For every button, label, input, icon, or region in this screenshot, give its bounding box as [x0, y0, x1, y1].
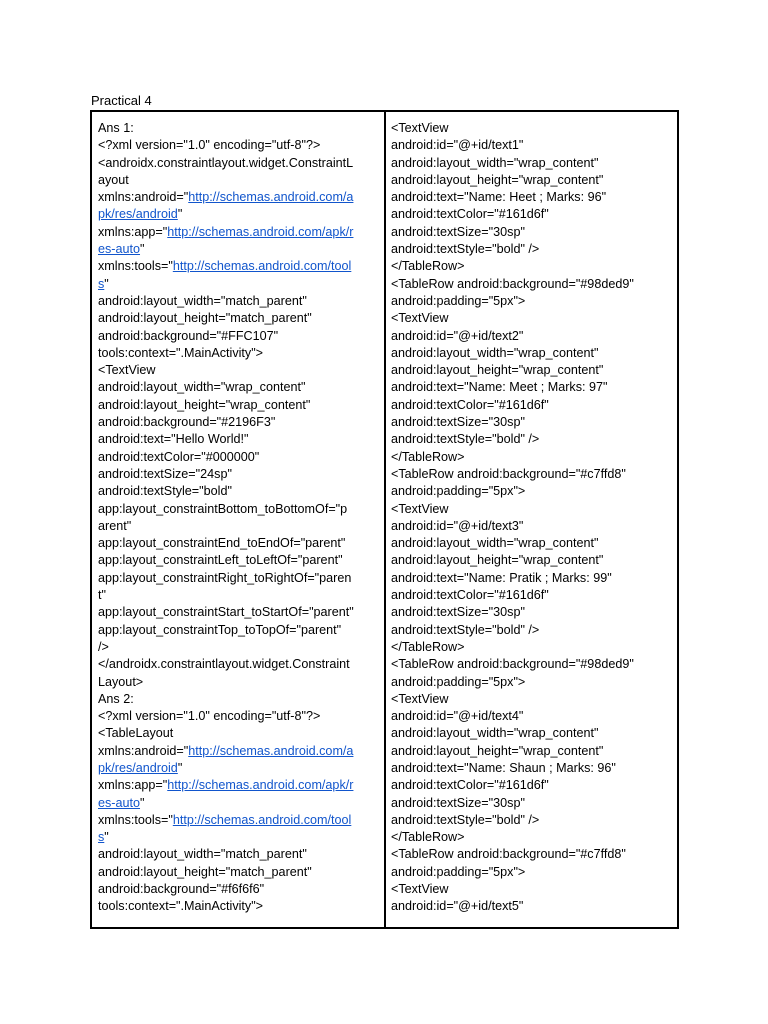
- code-text: ": [140, 242, 145, 257]
- code-line: [98, 674, 380, 691]
- code-line: [98, 587, 380, 604]
- code-text: android:background="#f6f6f6": [98, 882, 265, 897]
- code-text: android:textStyle="bold" />: [391, 242, 540, 257]
- code-text: android:layout_width="match_parent": [98, 293, 307, 308]
- code-text: tools:context=".MainActivity">: [98, 899, 264, 914]
- right-code-column: [386, 112, 677, 927]
- code-line: [391, 120, 673, 137]
- code-line: [98, 328, 380, 345]
- code-text: android:textColor="#161d6f": [391, 588, 549, 603]
- code-line: [391, 898, 673, 915]
- code-line: [98, 293, 380, 310]
- code-line: [391, 362, 673, 379]
- code-text: android:id="@+id/text4": [391, 709, 524, 724]
- code-line: [391, 258, 673, 275]
- code-line: [391, 431, 673, 448]
- schema-link[interactable]: http://schemas.android.com/tool: [172, 812, 352, 827]
- schema-link[interactable]: http://schemas.android.com/a: [188, 190, 354, 205]
- code-text: android:textStyle="bold" />: [391, 432, 540, 447]
- code-line: [98, 552, 380, 569]
- code-text: android:padding="5px">: [391, 293, 526, 308]
- code-line: [391, 864, 673, 881]
- code-line: [98, 189, 380, 206]
- code-text: android:padding="5px">: [391, 484, 526, 499]
- code-line: [391, 760, 673, 777]
- code-text: tools:context=".MainActivity">: [98, 345, 264, 360]
- code-table: [90, 110, 679, 929]
- code-text: android:textSize="30sp": [391, 224, 525, 239]
- code-text: xmlns:android=": [98, 743, 189, 758]
- code-text: </androidx.constraintlayout.widget.Constraint: [98, 657, 350, 672]
- code-text: <TextView: [391, 121, 449, 135]
- code-line: [98, 172, 380, 189]
- code-line: [98, 535, 380, 552]
- code-text: <?xml version="1.0" encoding="utf-8"?>: [98, 709, 321, 724]
- code-text: app:layout_constraintBottom_toBottomOf="p: [98, 501, 348, 516]
- schema-link[interactable]: http://schemas.android.com/a: [188, 743, 354, 758]
- code-line: [98, 656, 380, 673]
- code-line: [98, 604, 380, 621]
- code-line: [98, 345, 380, 362]
- code-text: android:layout_height="wrap_content": [98, 397, 311, 412]
- code-text: Ans 2:: [98, 691, 134, 706]
- code-text: xmlns:tools=": [98, 812, 173, 827]
- code-text: </TableRow>: [391, 449, 465, 464]
- code-line: [391, 414, 673, 431]
- code-line: [391, 241, 673, 258]
- code-text: ": [104, 830, 109, 845]
- code-text: android:background="#FFC107": [98, 328, 279, 343]
- code-text: android:id="@+id/text2": [391, 328, 524, 343]
- code-text: </TableRow>: [391, 639, 465, 654]
- code-text: android:layout_height="wrap_content": [391, 363, 604, 378]
- code-text: t": [98, 588, 106, 603]
- code-line: [391, 224, 673, 241]
- code-text: android:layout_height="wrap_content": [391, 172, 604, 187]
- code-line: [98, 155, 380, 172]
- code-line: [391, 172, 673, 189]
- code-line: [391, 639, 673, 656]
- code-line: [391, 328, 673, 345]
- code-text: android:layout_width="wrap_content": [391, 536, 599, 551]
- code-text: android:text="Name: Heet ; Marks: 96": [391, 190, 607, 205]
- schema-link[interactable]: pk/res/android: [98, 760, 178, 775]
- code-text: ": [104, 276, 109, 291]
- code-line: [98, 760, 380, 777]
- code-text: Ans 1:: [98, 121, 134, 135]
- schema-link[interactable]: es-auto: [98, 242, 141, 257]
- code-text: <TextView: [391, 691, 449, 706]
- code-text: xmlns:android=": [98, 190, 189, 205]
- code-text: android:layout_height="match_parent": [98, 864, 312, 879]
- code-line: [391, 501, 673, 518]
- code-line: [98, 414, 380, 431]
- code-text: android:id="@+id/text5": [391, 899, 524, 914]
- code-line: [391, 795, 673, 812]
- code-text: android:text="Name: Pratik ; Marks: 99": [391, 570, 612, 585]
- code-line: [391, 345, 673, 362]
- code-line: [391, 743, 673, 760]
- code-text: xmlns:tools=": [98, 259, 173, 274]
- code-text: android:layout_width="wrap_content": [98, 380, 306, 395]
- code-text: app:layout_constraintLeft_toLeftOf="parent": [98, 553, 343, 568]
- code-text: <TextView: [391, 882, 449, 897]
- code-text: <?xml version="1.0" encoding="utf-8"?>: [98, 138, 321, 153]
- code-line: [391, 777, 673, 794]
- code-text: ": [177, 760, 183, 775]
- code-line: [391, 604, 673, 621]
- code-line: [391, 397, 673, 414]
- code-text: <TextView: [391, 501, 449, 516]
- code-line: [98, 639, 380, 656]
- code-line: [98, 708, 380, 725]
- code-text: arent": [98, 518, 132, 533]
- code-text: android:id="@+id/text1": [391, 138, 524, 153]
- code-line: [98, 258, 380, 275]
- code-line: [391, 466, 673, 483]
- code-line: [391, 708, 673, 725]
- code-text: app:layout_constraintRight_toRightOf="paren: [98, 570, 352, 585]
- code-line: [391, 155, 673, 172]
- code-text: android:layout_width="wrap_content": [391, 726, 599, 741]
- code-text: </TableRow>: [391, 830, 465, 845]
- code-text: ayout: [98, 172, 129, 187]
- code-line: [98, 864, 380, 881]
- schema-link[interactable]: http://schemas.android.com/tool: [172, 259, 352, 274]
- code-line: [391, 674, 673, 691]
- code-line: [391, 587, 673, 604]
- code-text: android:id="@+id/text3": [391, 518, 524, 533]
- schema-link[interactable]: pk/res/android: [98, 207, 178, 222]
- code-text: android:padding="5px">: [391, 864, 526, 879]
- code-line: [391, 846, 673, 863]
- code-line: [98, 120, 380, 137]
- code-text: Layout>: [98, 674, 144, 689]
- code-text: <TableRow android:background="#98ded9": [391, 657, 634, 672]
- code-line: [98, 743, 380, 760]
- code-line: [98, 449, 380, 466]
- code-line: [98, 812, 380, 829]
- code-line: [391, 552, 673, 569]
- code-text: android:text="Name: Meet ; Marks: 97": [391, 380, 608, 395]
- code-line: [98, 795, 380, 812]
- code-text: <TextView: [391, 311, 449, 326]
- schema-link[interactable]: es-auto: [98, 795, 141, 810]
- code-line: [98, 137, 380, 154]
- code-line: [98, 725, 380, 742]
- code-line: [391, 379, 673, 396]
- code-line: [98, 466, 380, 483]
- code-text: android:layout_height="wrap_content": [391, 553, 604, 568]
- code-line: [98, 501, 380, 518]
- code-line: [98, 241, 380, 258]
- code-text: ": [140, 795, 145, 810]
- code-text: android:layout_width="wrap_content": [391, 345, 599, 360]
- code-text: <TableRow android:background="#98ded9": [391, 276, 634, 291]
- code-text: android:padding="5px">: [391, 674, 526, 689]
- code-text: android:textColor="#161d6f": [391, 207, 549, 222]
- code-line: [98, 483, 380, 500]
- code-line: [391, 206, 673, 223]
- code-line: [391, 189, 673, 206]
- schema-link[interactable]: http://schemas.android.com/apk/r: [167, 224, 354, 239]
- code-line: [98, 691, 380, 708]
- code-text: <TableLayout: [98, 726, 174, 741]
- code-line: [391, 535, 673, 552]
- code-line: [98, 206, 380, 223]
- code-text: <androidx.constraintlayout.widget.ConstraintL: [98, 155, 354, 170]
- code-line: [98, 518, 380, 535]
- code-text: app:layout_constraintEnd_toEndOf="parent": [98, 536, 346, 551]
- schema-link[interactable]: s: [98, 276, 105, 291]
- code-line: [391, 881, 673, 898]
- code-line: [391, 656, 673, 673]
- left-code-column: [92, 112, 386, 927]
- code-text: <TableRow android:background="#c7ffd8": [391, 847, 626, 862]
- code-text: app:layout_constraintStart_toStartOf="parent": [98, 605, 354, 620]
- code-text: ": [177, 207, 183, 222]
- code-line: [391, 570, 673, 587]
- code-line: [391, 449, 673, 466]
- code-line: [98, 379, 380, 396]
- code-text: xmlns:app=": [98, 224, 168, 239]
- code-text: android:textSize="24sp": [98, 466, 232, 481]
- code-text: </TableRow>: [391, 259, 465, 274]
- code-text: android:textColor="#161d6f": [391, 778, 549, 793]
- code-text: <TableRow android:background="#c7ffd8": [391, 466, 626, 481]
- code-line: [98, 276, 380, 293]
- schema-link[interactable]: http://schemas.android.com/apk/r: [167, 778, 354, 793]
- code-text: android:textStyle="bold": [98, 484, 232, 499]
- code-line: [391, 691, 673, 708]
- code-text: xmlns:app=": [98, 778, 168, 793]
- code-text: android:textColor="#000000": [98, 449, 260, 464]
- code-line: [98, 362, 380, 379]
- code-text: android:text="Hello World!": [98, 432, 249, 447]
- code-text: android:background="#2196F3": [98, 415, 276, 430]
- code-line: [391, 812, 673, 829]
- code-line: [391, 725, 673, 742]
- code-text: android:textSize="30sp": [391, 795, 525, 810]
- code-text: android:textStyle="bold" />: [391, 622, 540, 637]
- code-text: android:textSize="30sp": [391, 415, 525, 430]
- code-text: />: [98, 639, 109, 654]
- code-text: android:textStyle="bold" />: [391, 812, 540, 827]
- code-line: [391, 310, 673, 327]
- code-text: app:layout_constraintTop_toTopOf="parent": [98, 622, 342, 637]
- code-line: [98, 310, 380, 327]
- code-line: [98, 846, 380, 863]
- code-line: [391, 622, 673, 639]
- schema-link[interactable]: s: [98, 830, 105, 845]
- code-line: [391, 276, 673, 293]
- code-line: [98, 777, 380, 794]
- code-text: android:layout_width="match_parent": [98, 847, 307, 862]
- code-line: [391, 829, 673, 846]
- code-text: android:layout_height="match_parent": [98, 311, 312, 326]
- code-line: [391, 137, 673, 154]
- code-text: android:text="Name: Shaun ; Marks: 96": [391, 760, 616, 775]
- code-line: [391, 483, 673, 500]
- code-line: [391, 518, 673, 535]
- code-line: [98, 224, 380, 241]
- code-line: [98, 570, 380, 587]
- code-text: android:textColor="#161d6f": [391, 397, 549, 412]
- code-text: android:layout_width="wrap_content": [391, 155, 599, 170]
- code-line: [98, 898, 380, 915]
- code-text: android:textSize="30sp": [391, 605, 525, 620]
- code-line: [98, 829, 380, 846]
- code-text: <TextView: [98, 363, 156, 378]
- code-line: [391, 293, 673, 310]
- code-text: android:layout_height="wrap_content": [391, 743, 604, 758]
- page-title: Practical 4: [91, 93, 152, 108]
- code-line: [98, 881, 380, 898]
- code-line: [98, 397, 380, 414]
- code-line: [98, 431, 380, 448]
- code-line: [98, 622, 380, 639]
